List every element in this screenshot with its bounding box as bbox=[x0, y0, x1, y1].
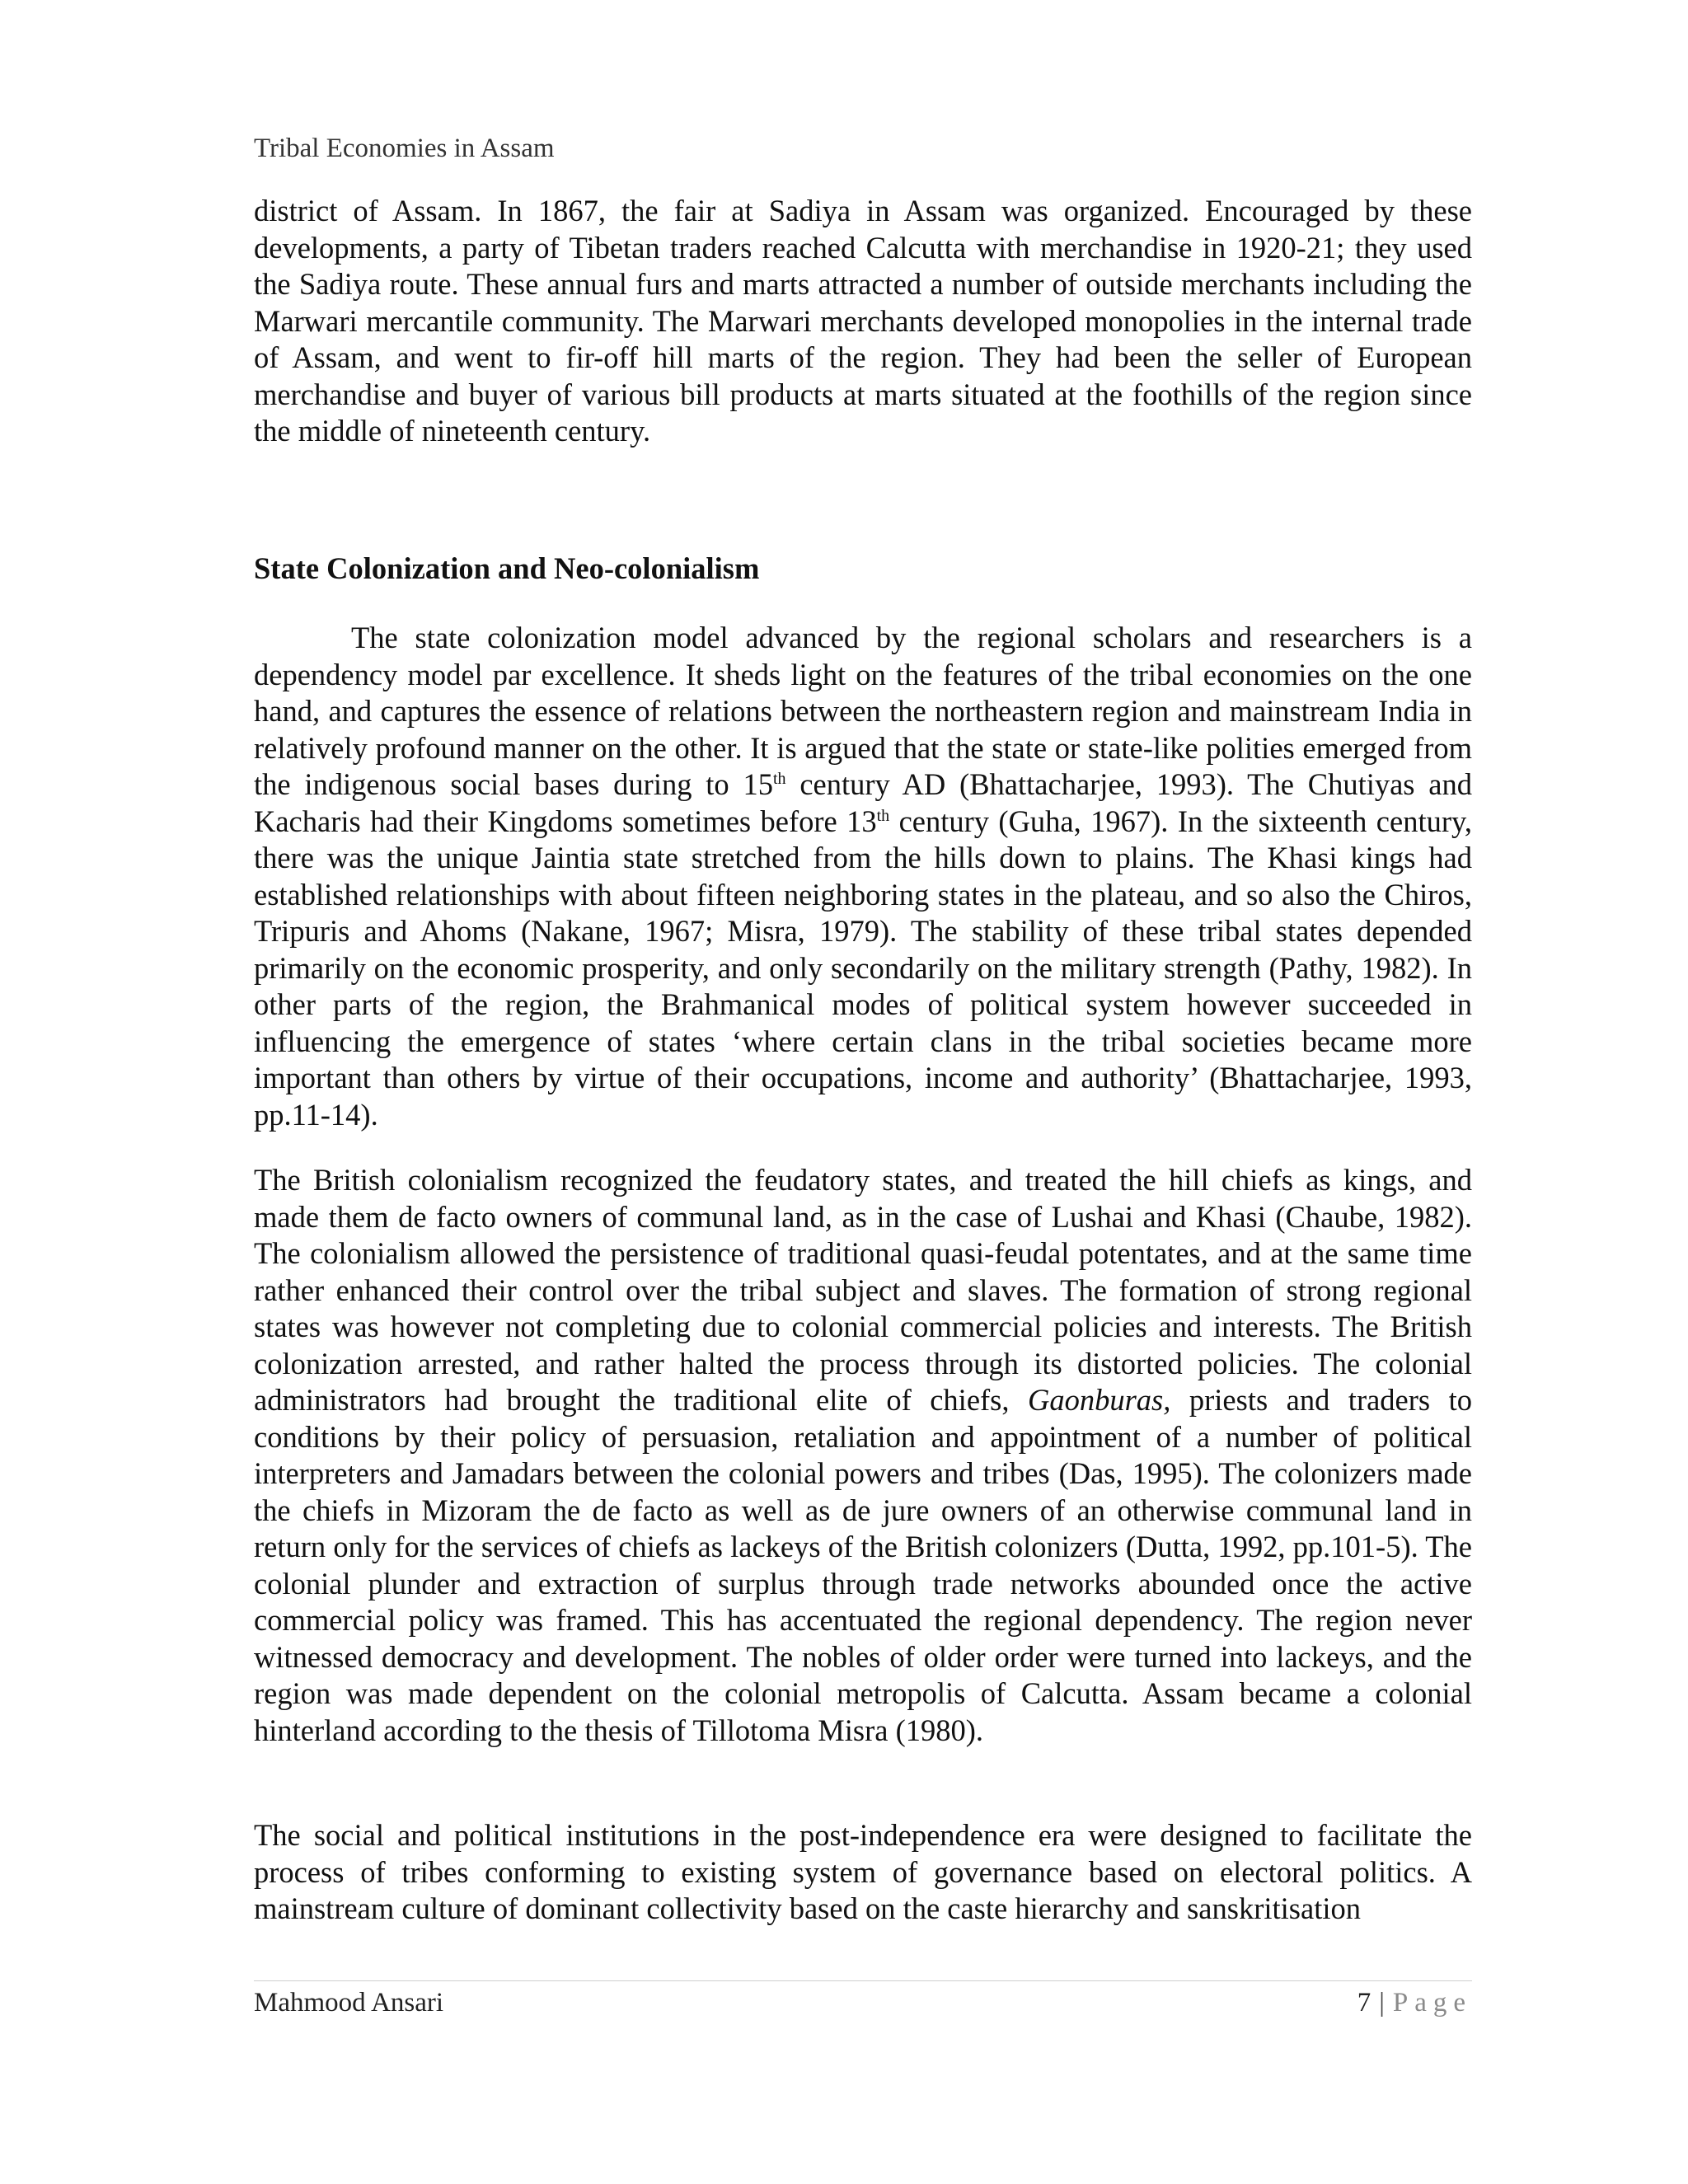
paragraph-1-text: district of Assam. In 1867, the fair at Sadiya in Assam was organized. Encouraged by these developments, a party of Tibetan traders reached Calcutta with merchandise in 1920-21; they used the Sadiya route. These annual furs and marts attracted a number of outside merchants including the Marwari mercantile community. The Marwari merchants developed monopolies in the internal trade of Assam, and went to fir-off hill marts of the region. They had been the seller of European merchandise and buyer of various bill products at marts situated at the foothills of the region since the middle of nineteenth century. bbox=[254, 194, 1472, 448]
page-number: 7 bbox=[1357, 1988, 1372, 2018]
footer-author: Mahmood Ansari bbox=[254, 1988, 444, 2018]
running-header: Tribal Economies in Assam bbox=[254, 134, 555, 163]
page-separator: | bbox=[1379, 1988, 1385, 2018]
paragraph-3 bbox=[254, 1162, 1472, 1749]
footer-page-indicator bbox=[1357, 1986, 1472, 2019]
paragraph-3-text bbox=[254, 1162, 1472, 1749]
italic-term: Gaonburas, bbox=[1027, 1383, 1171, 1417]
paragraph-2 bbox=[254, 620, 1472, 1133]
paragraph-4-text: The social and political institutions in the post-independence era were designed to facilitate the process of tribes conforming to existing system of governance based on electoral politics. A mainstream culture of dominant collectivity based on the caste hierarchy and sanskritisation bbox=[254, 1818, 1472, 1925]
footer-divider bbox=[254, 1980, 1472, 1981]
paragraph-1 bbox=[254, 193, 1472, 450]
section-heading: State Colonization and Neo-colonialism bbox=[254, 551, 760, 585]
paragraph-2-text bbox=[254, 620, 1472, 1133]
paragraph-3-part-b: priests and traders to conditions by their policy of persuasion, retaliation and appointment of a number of political interpreters and Jamadars between the colonial powers and tribes (Das, 1995). The colonizers made the chiefs in Mizoram the de facto as well as de jure owners of an otherwise communal land in return only for the services of chiefs as lackeys of the British colonizers (Dutta, 1992, pp.101-5). The colonial plunder and extraction of surplus through trade networks abounded once the active commercial policy was framed. This has accentuated the regional dependency. The region never witnessed democracy and development. The nobles of older order were turned into lackeys, and the region was made dependent on the colonial metropolis of Calcutta. Assam became a colonial hinterland according to the thesis of Tillotoma Misra (1980). bbox=[254, 1383, 1472, 1747]
superscript-th-2: th bbox=[876, 806, 890, 825]
paragraph-2-part-c: century (Guha, 1967). In the sixteenth century, there was the unique Jaintia state stretched from the hills down to plains. The Khasi kings had established relationships with about fifteen neighboring states in the plateau, and so also the Chiros, Tripuris and Ahoms (Nakane, 1967; Misra, 1979). The stability of these tribal states depended primarily on the economic prosperity, and only secondarily on the military strength (Pathy, 1982). In other parts of the region, the Brahmanical modes of political system however succeeded in influencing the emergence of states ‘where certain clans in the tribal societies became more important than others by virtue of their occupations, income and authority’ (Bhattacharjee, 1993, pp.11-14). bbox=[254, 804, 1472, 1132]
paragraph-4 bbox=[254, 1817, 1472, 1928]
paragraph-2-part-b: century AD (Bhattacharjee, 1993). The Chutiyas and Kacharis had their Kingdoms sometimes before 13 bbox=[254, 767, 1472, 838]
paragraph-2-part-a: The state colonization model advanced by the regional scholars and researchers is a dependency model par excellence. It sheds light on the features of the tribal economies on the one hand, and captures the essence of relations between the northeastern region and mainstream India in relatively profound manner on the other. It is argued that the state or state-like polities emerged from the indigenous social bases during to 15 bbox=[254, 621, 1472, 801]
paragraph-3-part-a: The British colonialism recognized the feudatory states, and treated the hill chiefs as kings, and made them de facto owners of communal land, as in the case of Lushai and Khasi (Chaube, 1982). The colonialism allowed the persistence of traditional quasi-feudal potentates, and at the same time rather enhanced their control over the tribal subject and slaves. The formation of strong regional states was however not completing due to colonial commercial policies and interests. The British colonization arrested, and rather halted the process through its distorted policies. The colonial administrators had brought the traditional elite of chiefs, bbox=[254, 1163, 1472, 1417]
page-label: Page bbox=[1392, 1988, 1472, 2018]
superscript-th-1: th bbox=[772, 769, 786, 788]
